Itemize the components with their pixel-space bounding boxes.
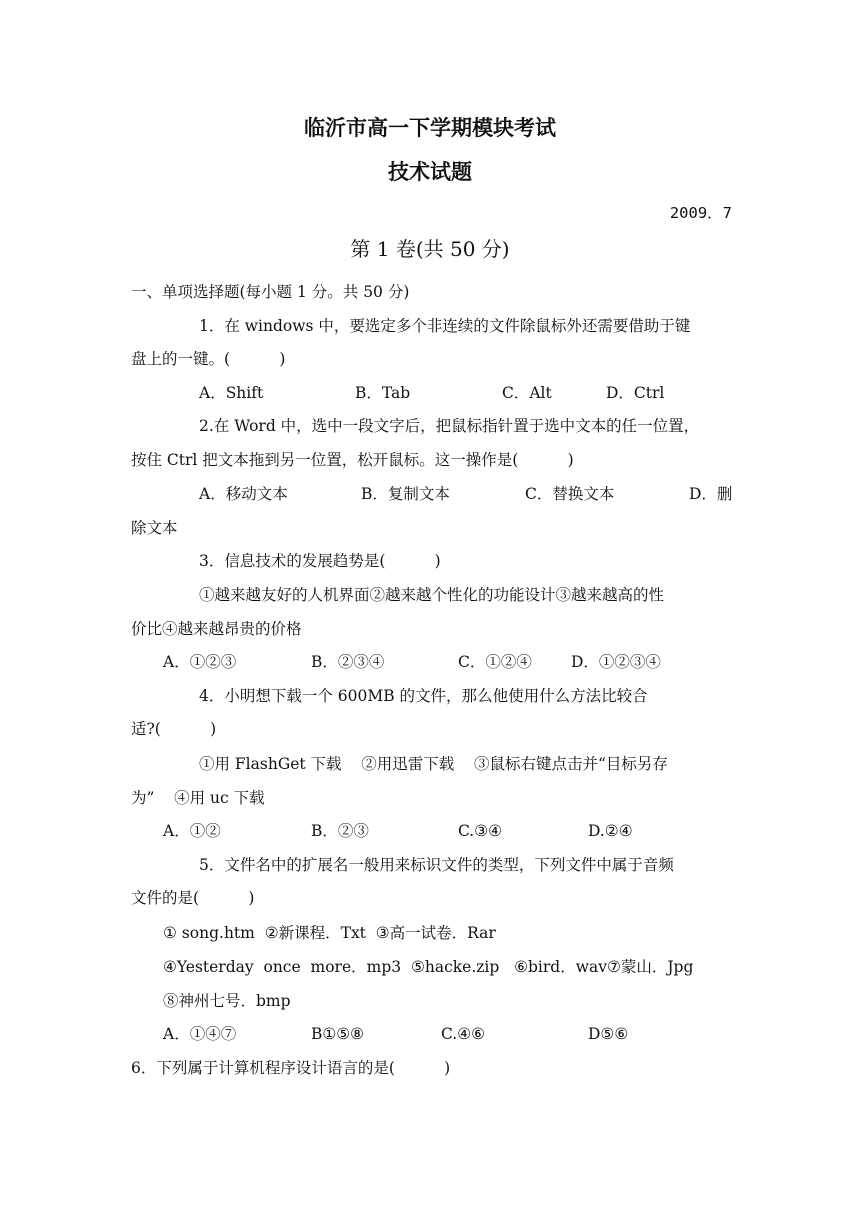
q2-line-1: 2.在 Word 中，选中一段文字后，把鼠标指针置于选中文本的任一位置，: [199, 417, 700, 435]
q2-option-c: C．替换文本: [525, 485, 615, 503]
q1-line-1: 1．在 windows 中，要选定多个非连续的文件除鼠标外还需要借助于键: [199, 317, 691, 335]
q1-option-d: D．Ctrl: [606, 384, 665, 402]
q5-line-4: ④Yesterday once more．mp3 ⑤hacke.zip ⑥bird．wav⑦蒙山．Jpg: [163, 958, 694, 976]
q3-option-b: B．②③④: [311, 653, 385, 671]
q2-option-d: D．删: [689, 485, 733, 503]
q3-option-c: C．①②④: [458, 653, 532, 671]
q2-option-d-cont: 除文本: [131, 519, 178, 537]
q4-line-4: 为” ④用 uc 下载: [131, 789, 265, 807]
exam-subtitle: 技术试题: [388, 160, 472, 184]
q1-option-c: C．Alt: [502, 384, 552, 402]
exam-date: 2009．7: [669, 204, 732, 222]
q3-option-d: D．①②③④: [571, 653, 661, 671]
q5-option-d: D⑤⑥: [588, 1025, 629, 1043]
q5-line-3: ① song.htm ②新课程．Txt ③高一试卷．Rar: [163, 924, 496, 942]
q1-option-b: B．Tab: [355, 384, 411, 402]
q5-line-5: ⑧神州七号．bmp: [163, 992, 291, 1010]
q3-line-2: ①越来越友好的人机界面②越来越个性化的功能设计③越来越高的性: [199, 586, 665, 604]
q5-line-1: 5．文件名中的扩展名一般用来标识文件的类型，下列文件中属于音频: [199, 856, 674, 874]
q4-option-a: A．①②: [163, 822, 221, 840]
q1-line-2: 盘上的一键。( ): [131, 350, 286, 368]
q2-line-2: 按住 Ctrl 把文本拖到另一位置，松开鼠标。这一操作是( ): [131, 451, 574, 469]
q4-line-2: 适?( ): [131, 720, 217, 738]
q4-line-3: ①用 FlashGet 下载 ②用迅雷下载 ③鼠标右键点击并“目标另存: [199, 755, 668, 773]
exam-title: 临沂市高一下学期模块考试: [304, 116, 556, 140]
q5-option-a: A．①④⑦: [163, 1025, 237, 1043]
q3-line-3: 价比④越来越昂贵的价格: [131, 620, 302, 638]
q5-option-c: C.④⑥: [441, 1025, 486, 1043]
q4-option-d: D.②④: [588, 822, 633, 840]
volume-heading: 第 1 卷(共 50 分): [350, 237, 510, 261]
q5-option-b: B①⑤⑧: [311, 1025, 365, 1043]
q2-option-b: B．复制文本: [361, 485, 450, 503]
q2-option-a: A．移动文本: [199, 485, 288, 503]
q4-option-b: B．②③: [311, 822, 369, 840]
q1-option-a: A．Shift: [199, 384, 264, 402]
q3-line-1: 3．信息技术的发展趋势是( ): [199, 552, 441, 570]
q3-option-a: A．①②③: [163, 653, 237, 671]
q4-option-c: C.③④: [458, 822, 503, 840]
q5-line-2: 文件的是( ): [131, 889, 255, 907]
q6-line-1: 6．下列属于计算机程序设计语言的是( ): [131, 1059, 451, 1077]
section-heading: 一、单项选择题(每小题 1 分。共 50 分): [131, 283, 410, 301]
q4-line-1: 4．小明想下载一个 600MB 的文件，那么他使用什么方法比较合: [199, 687, 648, 705]
